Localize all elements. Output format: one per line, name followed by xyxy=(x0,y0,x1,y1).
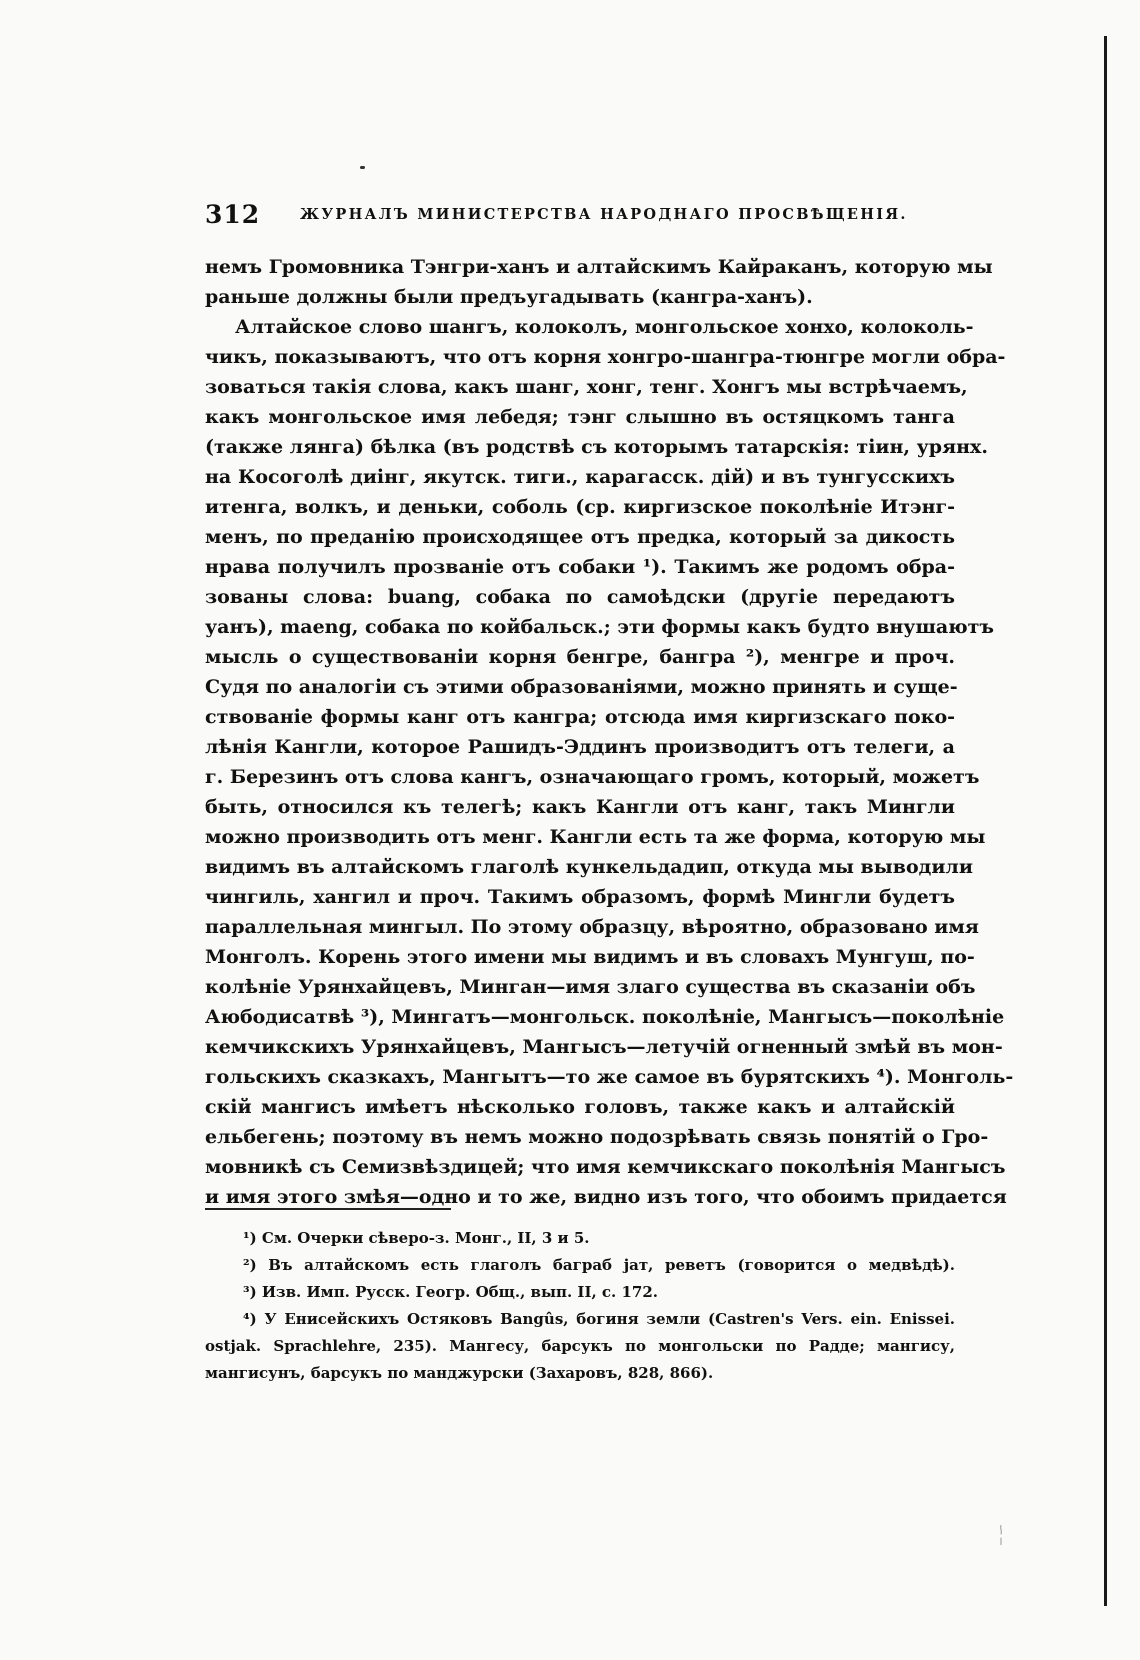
footnote: ¹) См. Очерки сѣверо-з. Монг., II, 3 и 5. xyxy=(243,1229,590,1247)
footnote-continuation: ostjak. Sprachlehre, 235). Мангесу, барсукъ по монгольски по Радде; мангису, xyxy=(205,1337,955,1355)
body-line: зованы слова: buang, собака по самоѣдски (другіе передаютъ xyxy=(205,586,955,608)
body-line: можно производить отъ менг. Кангли есть та же форма, которую мы xyxy=(205,826,986,848)
body-line: чикъ, показываютъ, что отъ корня хонгро-шангра-тюнгре могли обра- xyxy=(205,346,1006,368)
body-line: на Косоголѣ диінг, якутск. тиги., карагасск. дій) и въ тунгусскихъ xyxy=(205,466,955,488)
margin-pencil-mark xyxy=(1000,1505,1002,1565)
body-line: чингиль, хангил и проч. Такимъ образомъ, формѣ Мингли будетъ xyxy=(205,886,955,908)
body-line: нрава получилъ прозваніе отъ собаки ¹). Такимъ же родомъ обра- xyxy=(205,556,955,578)
body-line: Алтайское слово шангъ, колоколъ, монгольское хонхо, колоколь- xyxy=(235,316,974,338)
body-line: колѣніе Урянхайцевъ, Минган—имя злаго существа въ сказаніи объ xyxy=(205,976,976,998)
running-title: ЖУРНАЛЪ МИНИСТЕРСТВА НАРОДНАГО ПРОСВѢЩЕНІЯ. xyxy=(300,206,908,223)
scan-edge-line xyxy=(1104,36,1107,1606)
body-text xyxy=(205,252,1014,1212)
ink-speck xyxy=(360,166,365,169)
body-line: раньше должны были предъугадывать (кангра-ханъ). xyxy=(205,286,813,308)
body-line: зоваться такія слова, какъ шанг, хонг, тенг. Хонгъ мы встрѣчаемъ, xyxy=(205,376,968,398)
body-line: ельбегень; поэтому въ немъ можно подозрѣвать связь понятій о Гро- xyxy=(205,1126,989,1148)
body-line: Судя по аналогіи съ этими образованіями, можно принять и суще- xyxy=(205,676,958,698)
footnote: ⁴) У Енисейскихъ Остяковъ Bangûs, богиня земли (Castren's Vers. ein. Enissei. xyxy=(243,1310,955,1328)
body-line: кемчикскихъ Урянхайцевъ, Мангысъ—летучій огненный змѣй въ мон- xyxy=(205,1036,1003,1058)
page-header xyxy=(205,200,965,236)
body-line: видимъ въ алтайскомъ глаголѣ кункельдадип, откуда мы выводили xyxy=(205,856,973,878)
body-line: Аюбодисатвѣ ³), Мингатъ—монгольск. поколѣніе, Мангысъ—поколѣніе xyxy=(205,1006,1005,1028)
body-line: мысль о существованіи корня бенгре, бангра ²), менгре и проч. xyxy=(205,646,955,668)
body-line: менъ, по преданію происходящее отъ предка, который за дикость xyxy=(205,526,955,548)
body-line: итенга, волкъ, и деньки, соболь (ср. киргизское поколѣніе Итэнг- xyxy=(205,496,955,518)
body-line: немъ Громовника Тэнгри-ханъ и алтайскимъ Кайраканъ, которую мы xyxy=(205,256,993,278)
page-number: 312 xyxy=(205,200,261,229)
footnote-rule xyxy=(205,1208,451,1210)
body-line: лѣнія Кангли, которое Рашидъ-Эддинъ производитъ отъ телеги, а xyxy=(205,736,955,758)
body-line: какъ монгольское имя лебедя; тэнг слышно въ остяцкомъ танга xyxy=(205,406,955,428)
footnote: ²) Въ алтайскомъ есть глаголъ баграб jат, реветъ (говорится о медвѣдѣ). xyxy=(243,1256,955,1274)
body-line: Монголъ. Корень этого имени мы видимъ и въ словахъ Мунгуш, по- xyxy=(205,946,975,968)
body-line: гольскихъ сказкахъ, Мангытъ—то же самое въ бурятскихъ ⁴). Монголь- xyxy=(205,1066,1014,1088)
body-line: мовникѣ съ Семизвѣздицей; что имя кемчикскаго поколѣнія Мангысъ xyxy=(205,1156,1006,1178)
footnote-continuation: мангисунъ, барсукъ по манджурски (Захаровъ, 828, 866). xyxy=(205,1364,714,1382)
body-line: уанъ), maeng, собака по койбальск.; эти формы какъ будто внушаютъ xyxy=(205,616,995,638)
body-line: г. Березинъ отъ слова кангъ, означающаго громъ, который, можетъ xyxy=(205,766,980,788)
body-line: ствованіе формы канг отъ кангра; отсюда имя киргизскаго поко- xyxy=(205,706,955,728)
footnotes xyxy=(205,1225,955,1387)
body-line: (также лянга) бѣлка (въ родствѣ съ которымъ татарскія: тіин, урянх. xyxy=(205,436,988,458)
body-line: скій мангисъ имѣетъ нѣсколько головъ, также какъ и алтайскій xyxy=(205,1096,955,1118)
footnote: ³) Изв. Имп. Русск. Геогр. Общ., вып. II, с. 172. xyxy=(243,1283,659,1301)
body-line: быть, относился къ телегѣ; какъ Кангли отъ канг, такъ Мингли xyxy=(205,796,955,818)
body-line: и имя этого змѣя—одно и то же, видно изъ того, что обоимъ придается xyxy=(205,1186,1007,1208)
body-line: параллельная мингыл. По этому образцу, вѣроятно, образовано имя xyxy=(205,916,979,938)
